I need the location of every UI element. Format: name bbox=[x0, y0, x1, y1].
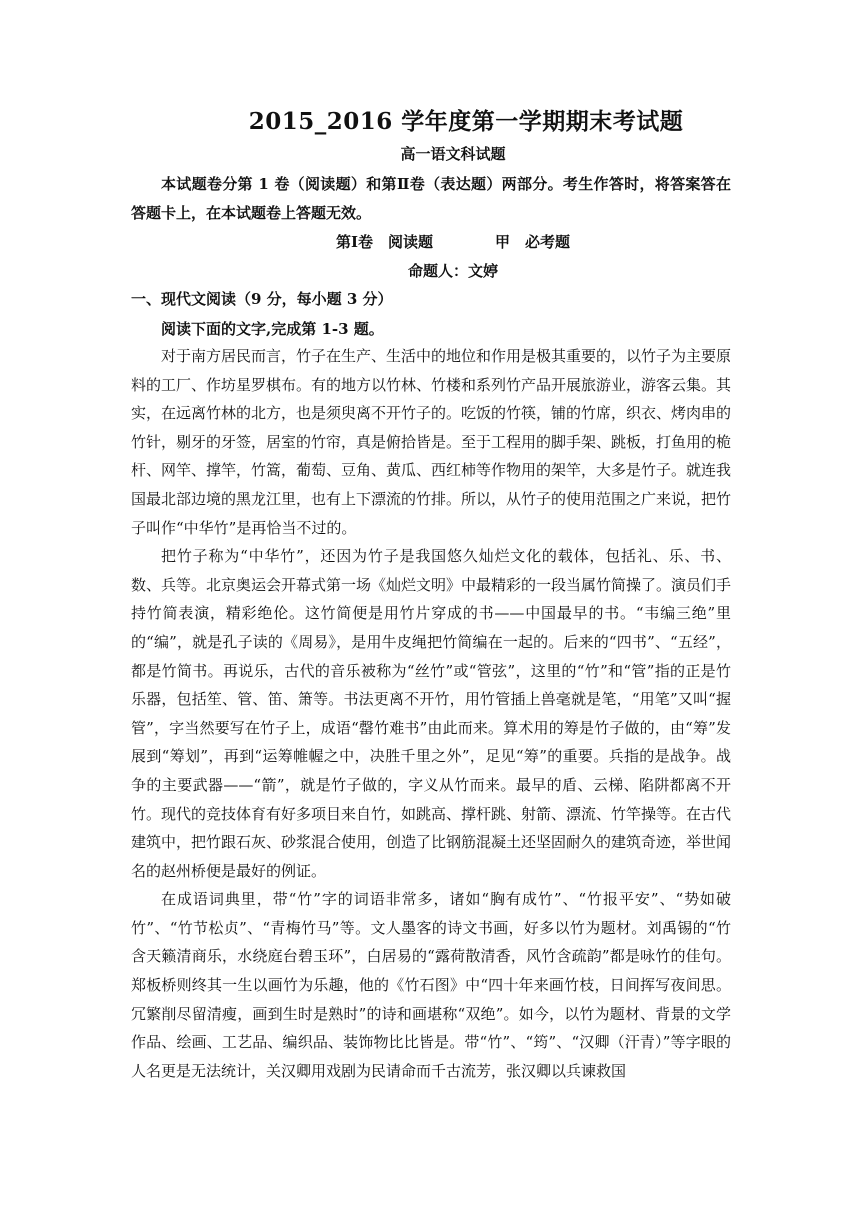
reading-passage bbox=[131, 342, 731, 1085]
author-line: 命题人：文婷 bbox=[407, 262, 498, 280]
instructions-text: 本试题卷分第 1 卷（阅读题）和第Ⅱ卷（表达题）两部分。考生作答时，将答案答在答题卡上，在本试题卷上答题无效。 bbox=[131, 175, 731, 222]
question-heading: 一、现代文阅读（9 分，每小题 3 分） bbox=[131, 290, 393, 308]
exam-instructions bbox=[131, 170, 731, 228]
question-instruction: 阅读下面的文字,完成第 1-3 题。 bbox=[161, 320, 384, 338]
volume-label: 第Ⅰ卷 阅读题 bbox=[335, 233, 433, 251]
section-heading bbox=[0, 231, 860, 252]
exam-title: 2015_2016 学年度第一学期期末考试题 bbox=[248, 108, 684, 135]
passage-paragraph: 对于南方居民而言，竹子在生产、生活中的地位和作用是极其重要的，以竹子为主要原料的工厂、作坊星罗棋布。有的地方以竹林、竹楼和系列竹产品开展旅游业，游客云集。其实，在远离竹林的北方，也是须臾离不开竹子的。吃饭的竹筷，铺的竹席，织衣、烤肉串的竹针，剔牙的牙签，居室的竹帘，真是俯拾皆是。至于工程用的脚手架、跳板，打鱼用的桅杆、网竿、撑竿，竹篙，葡萄、豆角、黄瓜、西红柿等作物用的架竿，大多是竹子。就连我国最北部边境的黑龙江里，也有上下漂流的竹排。所以，从竹子的使用范围之广来说，把竹子叫作“中华竹”是再恰当不过的。 bbox=[131, 347, 732, 537]
passage-paragraph: 把竹子称为“中华竹”，还因为竹子是我国悠久灿烂文化的载体，包括礼、乐、书、数、兵等。北京奥运会开幕式第一场《灿烂文明》中最精彩的一段当属竹简操了。演员们手持竹简表演，精彩绝伦。这竹简便是用竹片穿成的书——中国最早的书。“韦编三绝”里的“编”，就是孔子读的《周易》，是用牛皮绳把竹简编在一起的。后来的“四书”、“五经”，都是竹简书。再说乐，古代的音乐被称为“丝竹”或“管弦”，这里的“竹”和“管”指的正是竹乐器，包括笙、管、笛、箫等。书法更离不开竹，用竹管插上兽毫就是笔，“用笔”又叫“握管”，字当然要写在竹子上，成语“罄竹难书”由此而来。算术用的筹是竹子做的，由“筹”发展到“筹划”，再到“运筹帷幄之中，决胜千里之外”，足见“筹”的重要。兵指的是战争。战争的主要武器——“箭”，就是竹子做的，字义从竹而来。最早的盾、云梯、陷阱都离不开竹。现代的竞技体育有好多项目来自竹，如跳高、撑杆跳、射箭、漂流、竹竿操等。在古代建筑中，把竹跟石灰、砂浆混合使用，创造了比钢筋混凝土还坚固耐久的建筑奇迹，举世闻名的赵州桥便是最好的例证。 bbox=[131, 547, 732, 880]
passage-paragraph: 在成语词典里，带“竹”字的词语非常多，诸如“胸有成竹”、“竹报平安”、“势如破竹”、“竹节松贞”、“青梅竹马”等。文人墨客的诗文书画，好多以竹为题材。刘禹锡的“竹含天籁清商乐，水绕庭台碧玉环”，白居易的“露荷散清香，风竹含疏韵”都是咏竹的佳句。郑板桥则终其一生以画竹为乐趣，他的《竹石图》中“四十年来画竹枝，日间挥写夜间思。冗繁削尽留清瘦，画到生时是熟时”的诗和画堪称“双绝”。如今，以竹为题材、背景的文学作品、绘画、工艺品、编织品、装饰物比比皆是。带“竹”、“筠”、“汉卿（汗青）”等字眼的人名更是无法统计，关汉卿用戏剧为民请命而千古流芳，张汉卿以兵谏救国 bbox=[131, 890, 731, 1080]
exam-subtitle: 高一语文科试题 bbox=[400, 145, 506, 163]
part-label: 甲 必考题 bbox=[495, 233, 571, 251]
